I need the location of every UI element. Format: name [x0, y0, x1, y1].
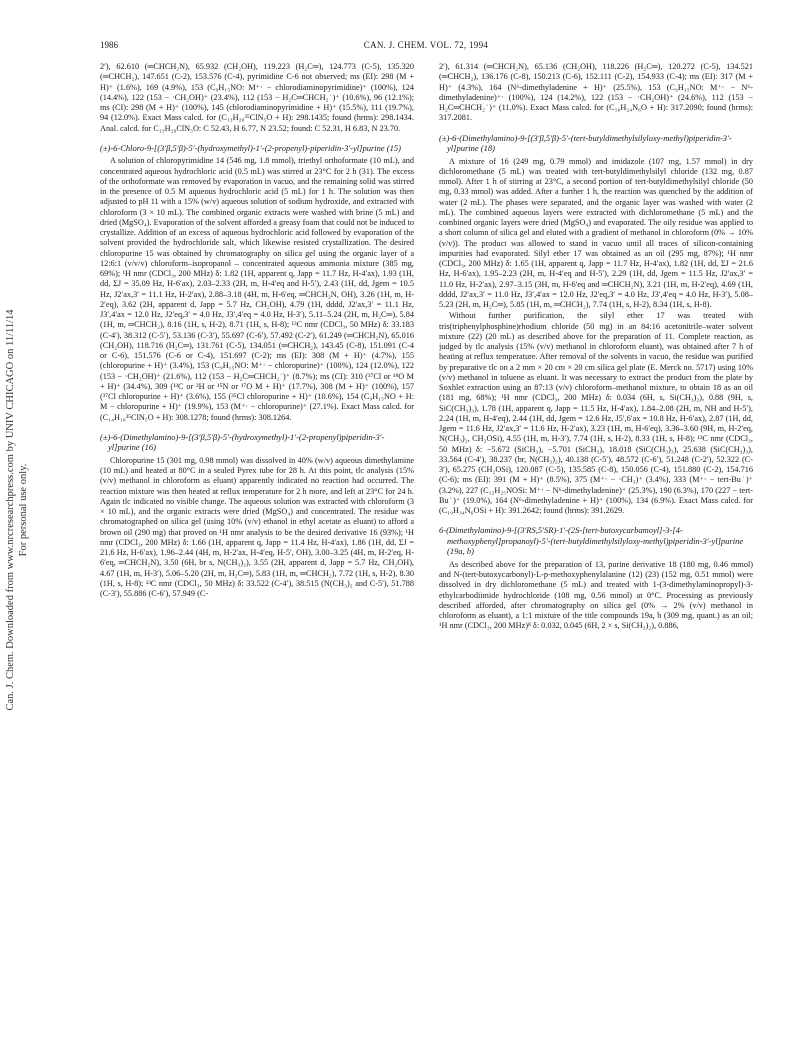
paragraph: Without further purification, the silyl ether 17 was treated with tris(triphenylphosphine)rhodium chloride (50 mg) in an 84:16 acetonitrile–water solvent mixture (22) (20 mL) as described above for the preparation of 11. Complete reaction, as judged by tlc analysis (15% (v/v) methanol in chloroform eluant), was obtained after 7 h of heating at reflux temperature. After removal of the solvents in vacuo, the residue was purified by preparative tlc on a 2 mm × 20 cm × 20 cm silica gel plate (E. Merck no. 5717) using 10% (v/v) methanol in toluene as eluant. It was necessary to extract the product from the plate by Soxhlet extraction using an 87:13 (v/v) chloroform–methanol mixture, to obtain 18 as an oil (181 mg, 68%); ¹H nmr (CDCl₃, 200 MHz) δ: 0.034 (6H, s, Si(CH₃)₂), 0.88 (9H, s, SiC(CH₃)₃), 1.78 (1H, apparent q, Japp = 11.5 Hz, H-4′ax), 1.84–2.08 (2H, m, NH and H-5′), 2.24 (1H, m, H-4′eq), 2.44 (1H, dd, Jgem = 12.6 Hz, J5′,6′ax = 10.8 Hz, H-6′ax), 2.87 (1H, dd, Jgem = 11.6 Hz, J2′ax,3′ = 11.6 Hz, H-2′ax), 3.23 (1H, m, H-6′eq), 3.36–3.60 (9H, m, H-2′eq, N(CH₃)₂, CH₂OSi), 4.55 (1H, m, H-3′), 7.74 (1H, s, H-2), 8.33 (1H, s, H-8); ¹³C nmr (CDCl₃, 50 MHz) δ: −5.672 (SiCH₃), −5.701 (SiCH₃), 18.018 (SiC(CH₃)₃), 25.638 (SiC(CH₃)₃), 33.564 (C-4′), 38.237 (br, N(CH₃)₂), 40.138 (C-5′), 48.572 (C-6′), 51.248 (C-2′), 52.322 (C-3′), 65.275 (CH₂OSi), 120.087 (C-5), 135.585 (C-8), 150.056 (C-4), 151.880 (C-2), 154.716 (C-6); ms (EI): 391 (M + H)⁺ (8.5%), 375 (M⁺· − ·CH₃)⁺ (3.4%), 333 (M⁺· − tert-Bu˙)⁺ (3.2%), 227 (C₁₂H₂₅NOSi: M⁺· − N⁶-dimethyladenine)⁺ (25.3%), 190 (6.3%), 170 (227 − tert-Bu˙)⁺ (19.0%), 164 (N⁶-dimethyladenine + H)⁺ (100%), 134 (6.9%). Exact Mass calcd. for (C₁₉H₃₄N₆OSi + H): 391.2642; found (hrms): 391.2629.	[439, 311, 753, 515]
compound-heading: 6-(Dimethylamino)-9-[(3′RS,5′SR)-1′-(2S-[tert-butoxycarbamoyl]-3-[4-methoxyphenyl]propanoyl)-5′-(tert-butyldimethylsilyloxy-methyl)piperidin-3′-yl]purine (19a, b)	[439, 525, 744, 557]
paragraph: A solution of chloropyrimidine 14 (546 mg, 1.8 mmol), triethyl orthoformate (10 mL), and concentrated aqueous hydrochloric acid (0.5 mL) was stirred at 23°C for 2 h (31). The excess of the orthoformate was removed by evaporation in vacuo, and the remaining solid was stirred in the presence of 0.5 M aqueous hydrochloric acid (5 mL) for 1 h. The solution was then adjusted to pH 11 with a 15% (w/v) aqueous solution of sodium hydroxide, and extracted with chloroform (3 × 10 mL). The combined organic extracts were washed with brine (5 mL) and dried (MgSO₄). Evaporation of the solvent afforded a greasy foam that could not be induced to crystallize. Addition of an excess of aqueous hydrochloric acid followed by evaporation of the solvent provided the hydrochloride salt, which likewise resisted crystallization. The desired chloropurine 15 was obtained by chromatography on silica gel using the organic layer of a 12:6:1 (v/v/v) chloroform–isopropanol – concentrated aqueous ammonia mixture (385 mg, 69%); ¹H nmr (CDCl₃, 200 MHz) δ: 1.82 (1H, apparent q, Japp = 11.7 Hz, H-4′ax), 1.93 (1H, dd, ΣJ = 35.09 Hz, H-6′ax), 2.03–2.33 (2H, m, H-4′eq and H-5′), 2.43 (1H, dd, Jgem = 10.5 Hz, J2′ax,3′ = 11.1 Hz, H-2′ax), 2.88–3.18 (4H, m, H-6′eq, ═CHCH₂N, OH), 3.26 (1H, m, H-2′eq), 3.62 (2H, apparent d, Japp = 5.7 Hz, CH₂OH), 4.79 (1H, dddd, J2′ax,3′ = 11.1 Hz, J3′,4′ax = 12.0 Hz, J2′eq,3′ = 4.0 Hz, J3′,4′eq = 4.0 Hz, H-3′), 5.11–5.24 (2H, m, H₂C═), 5.84 (1H, m, ═CHCH₂), 8.16 (1H, s, H-2), 8.71 (1H, s, H-8); ¹³C nmr (CDCl₃, 50 MHz) δ: 33.183 (C-4′), 38.312 (C-5′), 53.136 (C-3′), 55.697 (C-6′), 57.492 (C-2′), 61.249 (═CHCH₂N), 65.016 (CH₂OH), 118.716 (H₂C═), 131.761 (C-5), 134.051 (═CHCH₂), 143.45 (C-8), 151.091 (C-4 or C-6), 151.576 (C-6 or C-4), 151.697 (C-2); ms (EI): 308 (M + H)⁺ (4.7%), 155 (chloropurine + H)⁺ (3.4%), 153 (C₉H₁₅NO: M⁺· − chloropurine)⁺ (100%), 124 (12.0%), 122 (153 − ·CH₂OH)⁺ (21.6%), 112 (153 − H₂C═CHCH₂˙)⁺ (8.7%); ms (CI): 310 (³⁷Cl or ¹⁸O M + H)⁺ (34.4%), 309 (¹³C or ²H or ¹⁵N or ¹⁷O M + H)⁺ (17.7%), 308 (M + H)⁺ (100%), 157 (³⁷Cl chloropurine + H)⁺ (3.6%), 155 (³⁵Cl chloropurine + H)⁺ (10.6%), 154 (C₉H₁₅NO + H: M − chloropurine + H)⁺ (19.9%), 153 (M⁺· − chloropurine)⁺ (27.1%). Exact Mass calcd. for (C₁₄H₁₈³⁵ClN₅O + H): 308.1278; found (hrms): 308.1264.	[100, 156, 414, 422]
paragraph: 2′), 61.314 (═CHCH₂N), 65.136 (CH₂OH), 118.226 (H₂C═), 120.272 (C-5), 134.521 (═CHCH₂), 136.176 (C-8), 150.213 (C-6), 152.111 (C-2), 154.933 (C-4); ms (EI): 317 (M + H)⁺ (4.3%), 164 (N⁶-dimethyladenine + H)⁺ (25.5%), 153 (C₉H₁₅NO: M⁺· − N⁶-dimethyladenine)⁺· (100%), 124 (14.2%), 122 (153 − ·CH₂OH)⁺ (24.6%), 112 (153 − H₂C═CHCH₂˙)⁺ (11.0%). Exact Mass calcd. for (C₁₆H₂₄N₆O + H): 317.2090; found (hrms): 317.2081.	[439, 62, 753, 123]
paragraph: 2′), 62.610 (═CHCH₂N), 65.932 (CH₂OH), 119.223 (H₂C═), 124.773 (C-5), 135.320 (═CHCH₂), 147.651 (C-2), 153.576 (C-4), pyrimidine C-6 not observed; ms (EI): 298 (M + H)⁺ (1.6%), 169 (4.9%), 153 (C₉H₁₅NO: M⁺· − chlorodiaminopyrimidine)⁺ (100%), 124 (14.4%), 122 (153 − ·CH₂OH)⁺ (23.4%), 112 (153 − H₂C═CHCH₂˙)⁺ (10.6%), 96 (12.1%); ms (CI): 298 (M + H)⁺ (100%), 145 (chlorodiaminopyrimidine + H)⁺ (15.5%), 111 (19.7%), 94 (12.0%). Exact Mass calcd. for (C₁₃H₂₀³⁵ClN₅O + H): 298.1435; found (hrms): 298.1434. Anal. calcd. for C₁₃H₂₀ClN₅O: C 52.43, H 6.77, N 23.52; found: C 52.31, H 6.83, N 23.70.	[100, 62, 414, 133]
journal-citation: CAN. J. CHEM. VOL. 72, 1994	[363, 40, 489, 50]
paragraph: Chloropurine 15 (301 mg, 0.98 mmol) was dissolved in 40% (w/v) aqueous dimethylamine (10 mL) and heated at 80°C in a sealed Pyrex tube for 28 h. At this point, tlc analysis (15% (v/v) methanol in chloroform as eluant) apparently indicated no reaction had occurred. The reaction mixture was then heated at reflux temperature for 2 h more, and left at 23°C for 24 h. Again tlc indicated no visible change. The aqueous solution was extracted with chloroform (3 × 10 mL), and the organic extracts were dried (MgSO₄) and concentrated. The residue was chromatographed on silica gel (using 10% (v/v) ethanol in ethyl acetate as eluant) to afford a brown oil (290 mg) that proved on ¹H nmr analysis to be the desired derivative 16 (93%); ¹H nmr (CDCl₃, 200 MHz) δ: 1.66 (1H, apparent q, Japp = 11.4 Hz, H-4′ax), 1.86 (1H, dd, ΣJ = 21.6 Hz, H-6′ax), 1.96–2.44 (4H, m, H-2′ax, H-4′eq, H-5′, OH), 3.00–3.25 (4H, m, H-2′eq, H-6′eq, ═CHCH₂N), 3.50 (6H, br s, N(CH₃)₂), 3.55 (2H, apparent d, Japp = 5.7 Hz, CH₂OH), 4.67 (1H, m, H-3′), 5.06–5.20 (2H, m, H₂C═), 5.83 (1H, m, ═CHCH₂), 7.72 (1H, s, H-2), 8.30 (1H, s, H-8); ¹³C nmr (CDCl₃, 50 MHz) δ: 33.522 (C-4′), 38.515 (N(CH₃)₂ and C-5′), 51.788 (C-3′), 55.886 (C-6′), 57.949 (C-	[100, 455, 414, 598]
paragraph: A mixture of 16 (249 mg, 0.79 mmol) and imidazole (107 mg, 1.57 mmol) in dry dichloromethane (5 mL) was treated with tert-butyldimethylsilyl chloride (132 mg, 0.87 mmol). After 1 h of stirring at 23°C, a second portion of tert-butyldimethylsilyl chloride (50 mg, 0.33 mmol) was added. After a further 1 h, the reaction was quenched by the addition of water (2 mL). The phases were separated, and the organic layer was washed with water (2 mL). The combined aqueous layers were extracted with dichloromethane (5 mL) and the combined organic layers were dried (MgSO₄) and evaporated. The oily residue was applied to a short column of silica gel and eluted with a gradient of methanol in chloroform (0% → 10% (v/v)). The product was allowed to stand in vacuo until all traces of silicon-containing impurities had evaporated. Silyl ether 17 was obtained as an oil (295 mg, 87%); ¹H nmr (CDCl₃, 200 MHz) δ: 1.65 (1H, apparent q, Japp = 11.7 Hz, H-4′ax), 1.82 (1H, dd, ΣJ = 21.6 Hz, H-6′ax), 1.95–2.23 (2H, m, H-4′eq and H-5′), 2.29 (1H, dd, Jgem = 11.5 Hz, J2′ax,3′ = 11.0 Hz, H-2′ax), 2.97–3.15 (3H, m, H-6′eq and ═CHCH₂N), 3.21 (1H, m, H-2′eq), 4.69 (1H, dddd, J2′ax,3′ = 11.0 Hz, J3′,4′ax = 12.0 Hz, J2′eq,3′ = 4.0 Hz, J3′,4′eq = 4.0 Hz, H-3′), 5.08–5.23 (2H, m, H₂C═), 5.85 (1H, m, ═CHCH₂), 7.74 (1H, s, H-2), 8.34 (1H, s, H-8).	[439, 156, 753, 309]
compound-heading: (±)-6-Chloro-9-[(3′β,5′β)-5′-(hydroxymethyl)-1′-(2-propenyl)-piperidin-3′-yl]purine (15)	[100, 142, 401, 153]
left-text-column	[100, 62, 414, 1047]
page-number: 1986	[100, 40, 118, 50]
download-watermark	[2, 190, 32, 830]
compound-heading: (±)-6-(Dimethylamino)-9-[(3′β,5′β)-5′-(hydroxymethyl)-1′-(2-propenyl)piperidin-3′-yl]purine (16)	[100, 431, 385, 453]
watermark-line-usage: For personal use only.	[18, 463, 29, 557]
right-text-column	[439, 62, 753, 1047]
compound-heading: (±)-6-(Dimethylamino)-9-[(3′β,5′β)-5′-(tert-butyldimethylsilyloxy-methyl)piperidin-3′-yl]purine (18)	[439, 132, 732, 153]
running-header	[100, 40, 752, 56]
watermark-line-source: Can. J. Chem. Downloaded from www.nrcresearchpress.com by UNIV CHICAGO on 11/11/14	[5, 309, 16, 711]
paragraph: As described above for the preparation of 13, purine derivative 18 (180 mg, 0.46 mmol) and N-(tert-butoxycarbonyl)-L-p-methoxyphenylalanine (12) (23) (152 mg, 0.51 mmol) were dissolved in dry dichloromethane (5 mL) and treated with 1-(3-dimethylaminopropyl)-3-ethylcarbodiimide hydrochloride (108 mg, 0.56 mmol) at 0°C. Processing as previously described afforded, after chromatography on silica gel (0% → 2% (v/v) methanol in chloroform as eluant), a 1:1 mixture of the title compounds 19a, b (309 mg, quant.) as an oil; ¹H nmr (CDCl₃, 200 MHz)⁸ δ: 0.032, 0.045 (6H, 2 × s, Si(CH₃)₂), 0.886,	[439, 559, 753, 631]
